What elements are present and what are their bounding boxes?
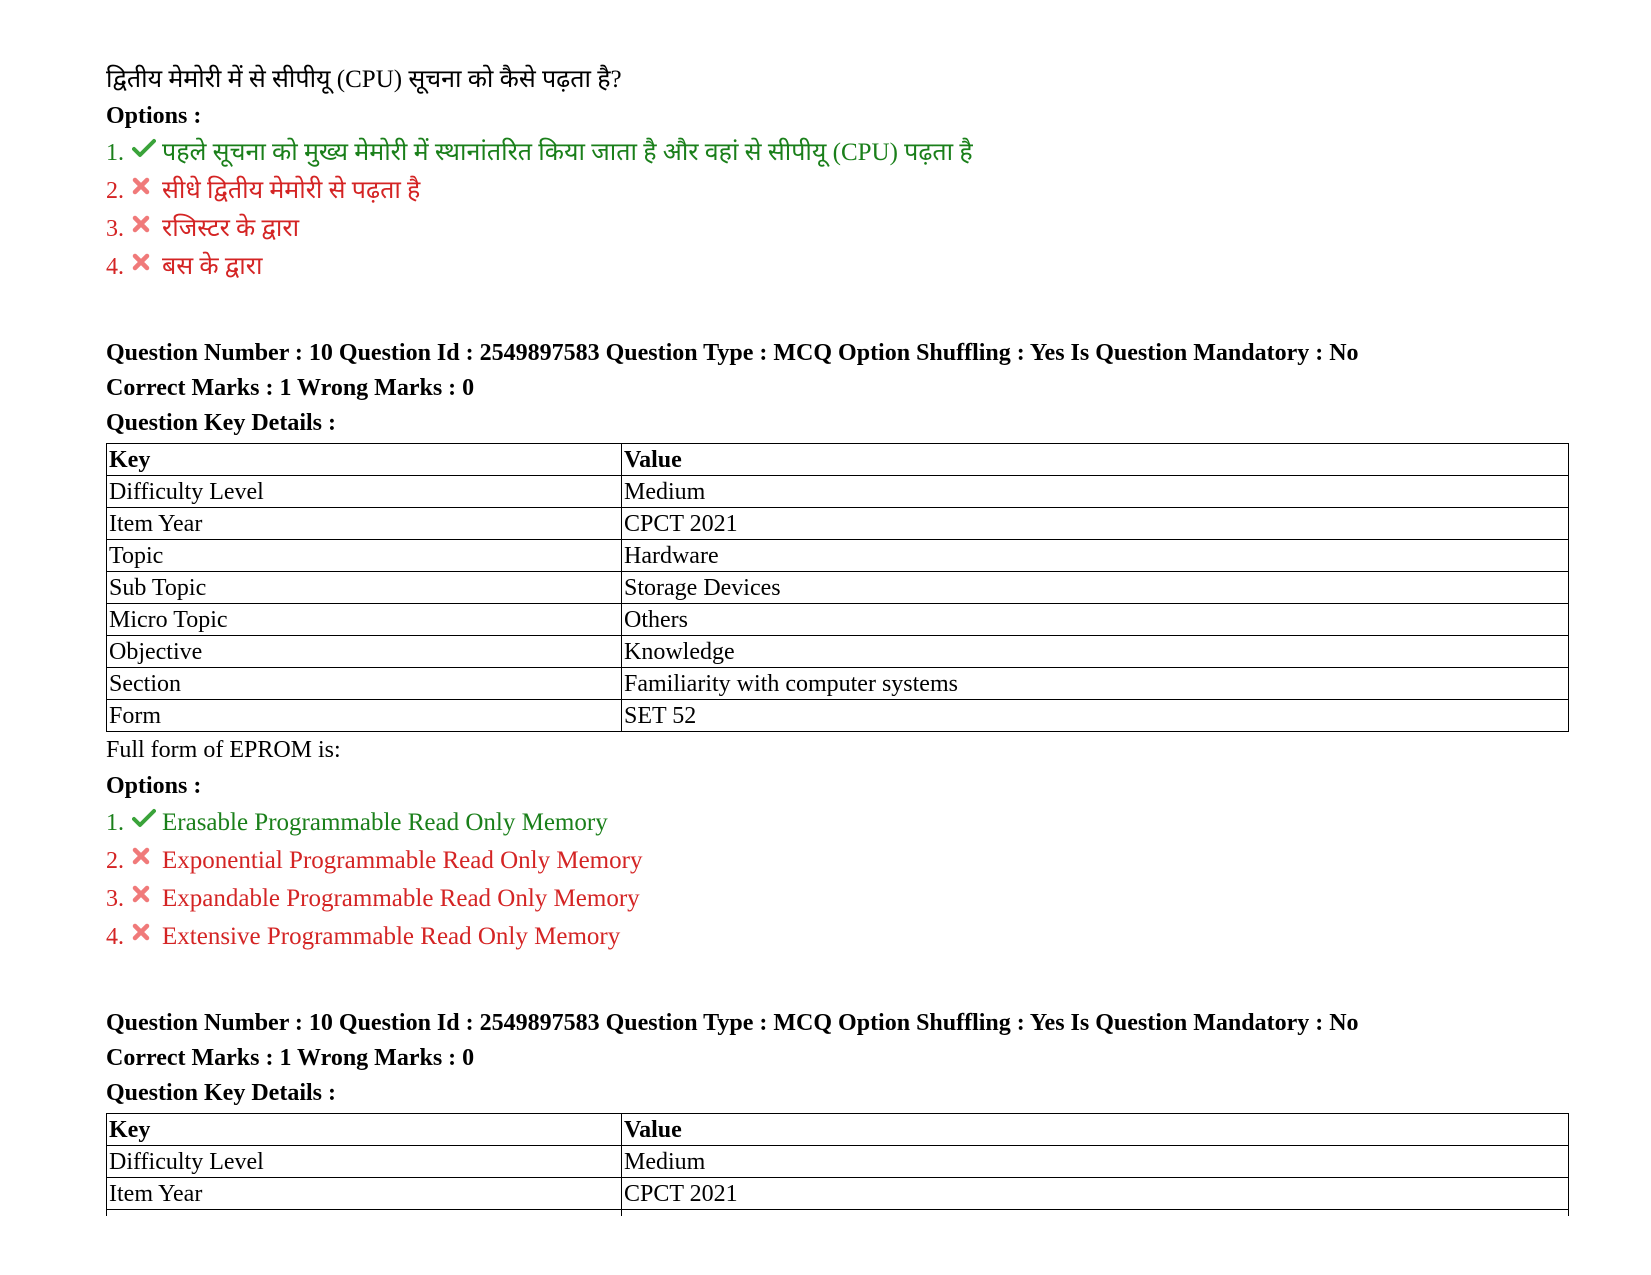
table-cell-key: Objective xyxy=(107,636,622,668)
key-details-table-cutoff xyxy=(106,1111,1576,1216)
option-number: 2. xyxy=(106,178,124,204)
question-meta: Question Number : 10 Question Id : 2549897583 Question Type : MCQ Option Shuffling : Yes Is Question Mandatory : No xyxy=(106,1010,1359,1036)
option-item xyxy=(106,134,1576,172)
table-cell-key: Difficulty Level xyxy=(107,1146,622,1178)
option-text: Extensive Programmable Read Only Memory xyxy=(162,923,621,950)
table-row xyxy=(107,604,1569,636)
table-cell-value: Others xyxy=(622,604,1569,636)
option-text: पहले सूचना को मुख्य मेमोरी में स्थानांतरित किया जाता है और वहां से सीपीयू (CPU) पढ़ता है xyxy=(162,139,973,166)
document-page xyxy=(106,62,1576,1216)
table-cell-key: Sub Topic xyxy=(107,572,622,604)
option-text: बस के द्वारा xyxy=(162,253,263,280)
option-item xyxy=(106,842,1576,880)
table-row xyxy=(107,1210,1569,1217)
option-item xyxy=(106,210,1576,248)
cross-icon xyxy=(132,177,162,195)
table-header-key: Key xyxy=(107,444,622,476)
option-number: 3. xyxy=(106,886,124,912)
marks-meta: Correct Marks : 1 Wrong Marks : 0 xyxy=(106,375,475,401)
spacer xyxy=(106,286,1576,336)
marks-meta: Correct Marks : 1 Wrong Marks : 0 xyxy=(106,1045,475,1071)
option-number: 3. xyxy=(106,216,124,242)
key-details-label: Question Key Details : xyxy=(106,1080,336,1106)
key-details-label: Question Key Details : xyxy=(106,410,336,436)
option-item xyxy=(106,804,1576,842)
options-label: Options : xyxy=(106,773,202,799)
table-row xyxy=(107,1146,1569,1178)
table-cell-value: Knowledge xyxy=(622,636,1569,668)
table-cell-value: Hardware xyxy=(622,540,1569,572)
table-cell-key: Form xyxy=(107,700,622,732)
table-header-key: Key xyxy=(107,1114,622,1146)
table-cell-value: Storage Devices xyxy=(622,572,1569,604)
option-item xyxy=(106,248,1576,286)
table-row xyxy=(107,668,1569,700)
table-row xyxy=(107,1178,1569,1210)
option-number: 4. xyxy=(106,924,124,950)
table-cell-key xyxy=(107,1210,622,1217)
table-cell-value: SET 52 xyxy=(622,700,1569,732)
table-cell-value: CPCT 2021 xyxy=(622,508,1569,540)
question-text: Full form of EPROM is: xyxy=(106,737,341,763)
option-number: 1. xyxy=(106,140,124,166)
table-cell-value: CPCT 2021 xyxy=(622,1178,1569,1210)
option-number: 4. xyxy=(106,254,124,280)
table-row xyxy=(107,700,1569,732)
cross-icon xyxy=(132,253,162,271)
cross-icon xyxy=(132,847,162,865)
key-details-table xyxy=(106,1113,1569,1216)
table-header-row xyxy=(107,444,1569,476)
table-cell-value: Medium xyxy=(622,1146,1569,1178)
table-row xyxy=(107,508,1569,540)
table-row xyxy=(107,540,1569,572)
table-cell-key: Difficulty Level xyxy=(107,476,622,508)
table-cell-value xyxy=(622,1210,1569,1217)
option-text: रजिस्टर के द्वारा xyxy=(162,215,300,242)
option-item xyxy=(106,880,1576,918)
option-text: Exponential Programmable Read Only Memory xyxy=(162,847,643,874)
table-cell-key: Section xyxy=(107,668,622,700)
table-cell-key: Item Year xyxy=(107,508,622,540)
key-details-table xyxy=(106,443,1569,732)
check-icon xyxy=(132,808,162,828)
table-cell-value: Familiarity with computer systems xyxy=(622,668,1569,700)
cross-icon xyxy=(132,215,162,233)
table-header-row xyxy=(107,1114,1569,1146)
option-number: 1. xyxy=(106,810,124,836)
table-cell-value: Medium xyxy=(622,476,1569,508)
question-meta: Question Number : 10 Question Id : 2549897583 Question Type : MCQ Option Shuffling : Yes Is Question Mandatory : No xyxy=(106,340,1359,366)
option-number: 2. xyxy=(106,848,124,874)
table-cell-key: Micro Topic xyxy=(107,604,622,636)
table-cell-key: Item Year xyxy=(107,1178,622,1210)
table-cell-key: Topic xyxy=(107,540,622,572)
option-item xyxy=(106,918,1576,956)
option-item xyxy=(106,172,1576,210)
table-header-value: Value xyxy=(622,1114,1569,1146)
table-row xyxy=(107,476,1569,508)
options-label: Options : xyxy=(106,103,202,129)
question-text: द्वितीय मेमोरी में से सीपीयू (CPU) सूचना को कैसे पढ़ता है? xyxy=(106,66,622,93)
table-row xyxy=(107,636,1569,668)
check-icon xyxy=(132,138,162,158)
cross-icon xyxy=(132,923,162,941)
option-text: Expandable Programmable Read Only Memory xyxy=(162,885,640,912)
table-row xyxy=(107,572,1569,604)
cross-icon xyxy=(132,885,162,903)
option-text: Erasable Programmable Read Only Memory xyxy=(162,809,608,836)
table-header-value: Value xyxy=(622,444,1569,476)
option-text: सीधे द्वितीय मेमोरी से पढ़ता है xyxy=(162,177,421,204)
spacer xyxy=(106,956,1576,1006)
